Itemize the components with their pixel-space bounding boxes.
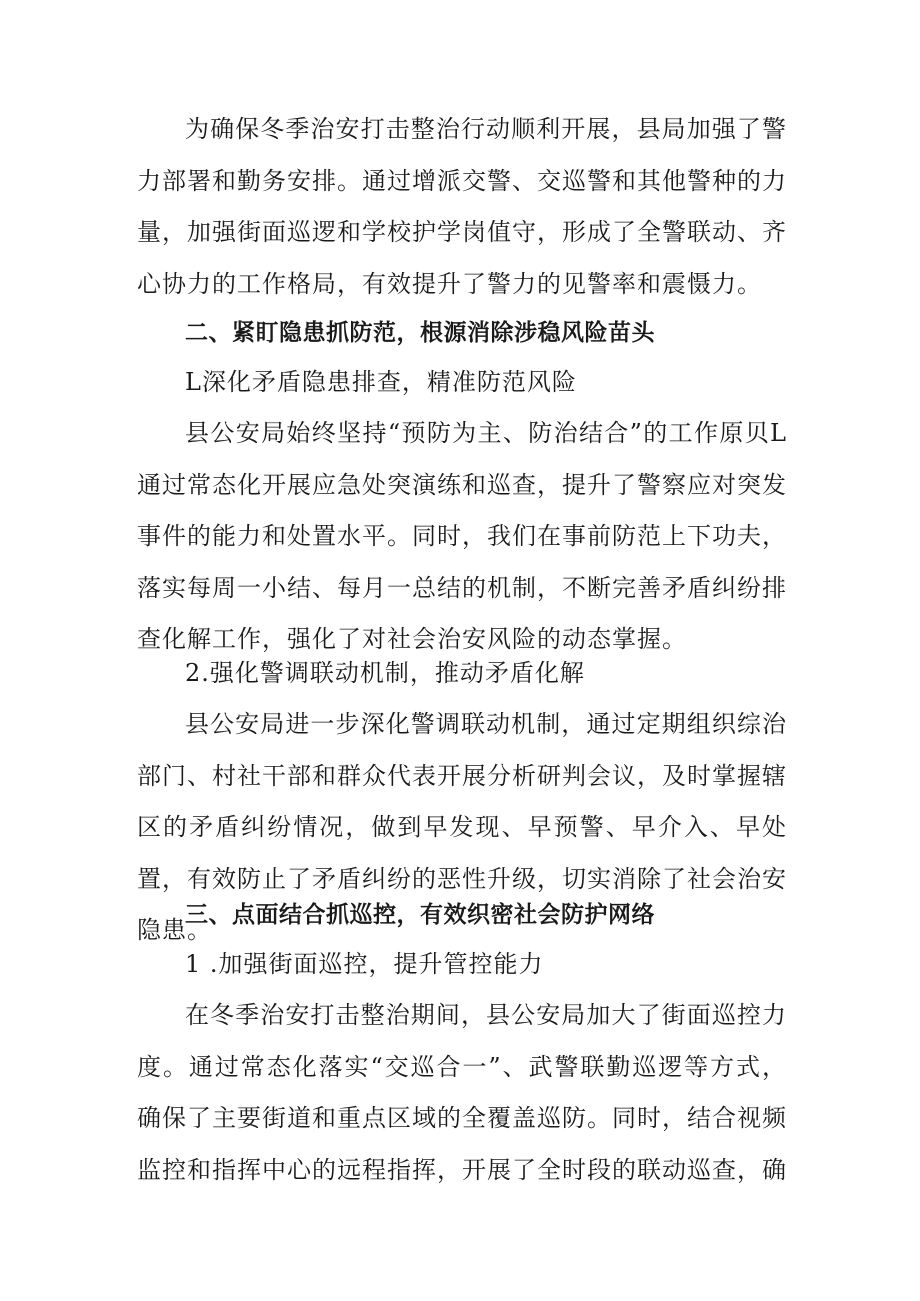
section-heading-risk-prevention: 二、紧盯隐患抓防范，根源消除涉稳风险苗头: [185, 320, 655, 346]
subheading-police-mediation: 2.强化警调联动机制，推动矛盾化解: [185, 659, 585, 687]
paragraph-police-deployment: 为确保冬季治安打击整治行动顺利开展，县局加强了警力部署和勤务安排。通过增派交警、交巡警和其他警种的力量，加强街面巡逻和学校护学岗值守，形成了全警联动、齐心协力的工作格局，有效提升了警力的见警率和震慑力。: [137, 115, 787, 298]
paragraph-street-patrol: 在冬季治安打击整治期间，县公安局加大了街面巡控力度。通过常态化落实“交巡合一”、武警联勤巡逻等方式，确保了主要街道和重点区域的全覆盖巡防。同时，结合视频监控和指挥中心的远程指挥，开展了全时段的联动巡查，确: [137, 1001, 787, 1184]
subheading-conflict-investigation: L深化矛盾隐患排查，精准防范风险: [185, 368, 577, 396]
paragraph-mediation-mechanism: 县公安局进一步深化警调联动机制，通过定期组织综治部门、村社干部和群众代表开展分析研判会议，及时掌握辖区的矛盾纠纷情况，做到早发现、早预警、早介入、早处置，有效防止了矛盾纠纷的恶性升级，切实消除了社会治安隐患。: [137, 710, 787, 944]
subheading-street-patrol: 1 .加强街面巡控，提升管控能力: [185, 950, 544, 978]
section-heading-patrol-network: 三、点面结合抓巡控，有效织密社会防护网络: [185, 902, 655, 928]
paragraph-prevention-principle: 县公安局始终坚持“预防为主、防治结合”的工作原贝L通过常态化开展应急处突演练和巡查，提升了警察应对突发事件的能力和处置水平。同时，我们在事前防范上下功夫，落实每周一小结、每月一总结的机制，不断完善矛盾纠纷排查化解工作，强化了对社会治安风险的动态掌握。: [137, 419, 787, 653]
